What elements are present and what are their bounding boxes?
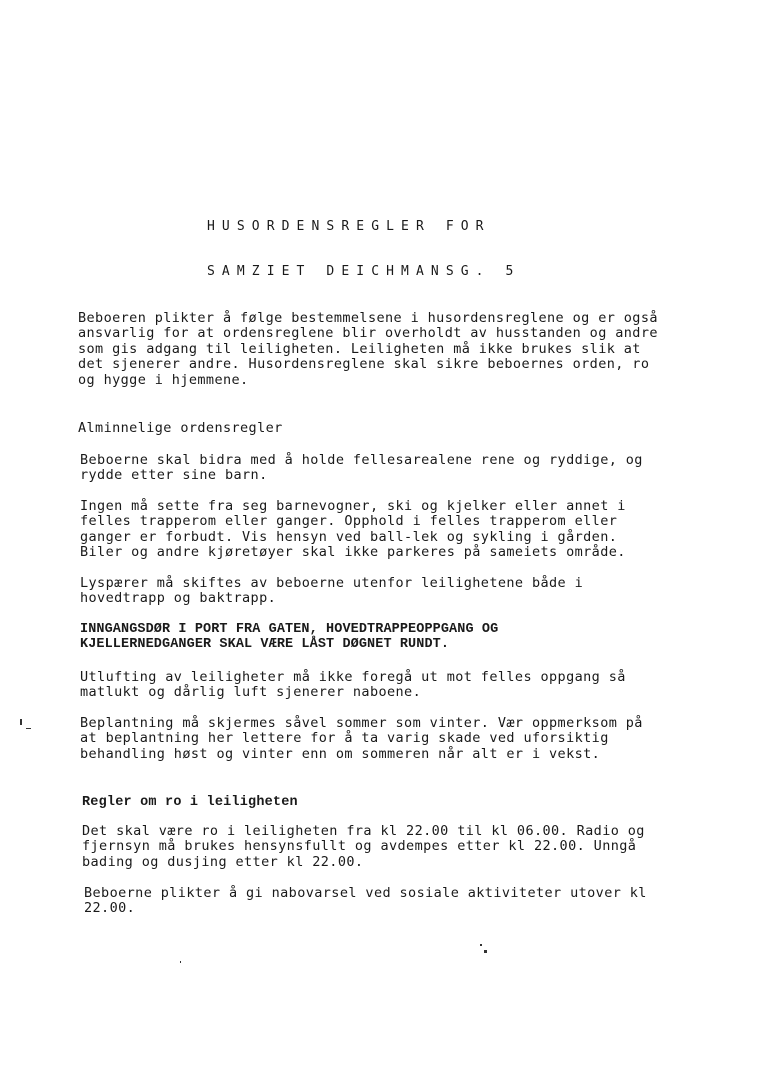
document-title: HUSORDENSREGLER FOR <box>207 219 491 234</box>
paragraph-common-areas: Beboerne skal bidra med å holde fellesarealene rene og ryddige, og rydde etter sine barn. <box>80 452 643 484</box>
paragraph-stairwells: Ingen må sette fra seg barnevogner, ski og kjelker eller annet i felles trapperom eller ganger. Opphold i felles trapperom eller ganger er forbudt. Vis hensyn ved ball-lek og sykling i gården. Biler og andre kjøretøyer skal ikke parkeres på sameiets område. <box>80 498 626 561</box>
paragraph-neighbour-notice: Beboerne plikter å gi nabovarsel ved sosiale aktiviteter utover kl 22.00. <box>84 885 647 917</box>
scan-speck <box>20 719 22 725</box>
scan-speck <box>480 944 482 946</box>
document-subtitle: SAMZIET DEICHMANSG. 5 <box>207 264 521 279</box>
scan-speck <box>180 961 181 963</box>
paragraph-lightbulbs: Lyspærer må skiftes av beboerne utenfor leilighetene både i hovedtrapp og baktrapp. <box>80 575 584 607</box>
scan-speck <box>484 950 487 953</box>
scan-speck <box>26 728 31 729</box>
paragraph-locked-doors: INNGANGSDØR I PORT FRA GATEN, HOVEDTRAPPEOPPGANG OG KJELLERNEDGANGER SKAL VÆRE LÅST DØGNET RUNDT. <box>80 622 499 653</box>
paragraph-plants: Beplantning må skjermes såvel sommer som vinter. Vær oppmerksom på at beplantning her lettere for å ta varig skade ved uforsiktig behandling høst og vinter enn om sommeren når alt er i vekst. <box>80 715 643 762</box>
section-heading-quiet-rules: Regler om ro i leiligheten <box>82 795 298 810</box>
paragraph-ventilation: Utlufting av leiligheter må ikke foregå ut mot felles oppgang så matlukt og dårlig luft sjenerer naboene. <box>80 669 626 701</box>
intro-paragraph: Beboeren plikter å følge bestemmelsene i husordensreglene og er også ansvarlig for at ordensreglene blir overholdt av husstanden og andre som gis adgang til leiligheten. Leiligheten må ikke brukes slik at det sjenerer andre. Husordensreglene skal sikre beboernes orden, ro og hygge i hjemmene. <box>78 310 658 388</box>
paragraph-quiet-hours: Det skal være ro i leiligheten fra kl 22.00 til kl 06.00. Radio og fjernsyn må brukes hensynsfullt og avdempes etter kl 22.00. Unngå bading og dusjing etter kl 22.00. <box>82 823 645 870</box>
section-heading-general-rules: Alminnelige ordensregler <box>78 420 283 436</box>
